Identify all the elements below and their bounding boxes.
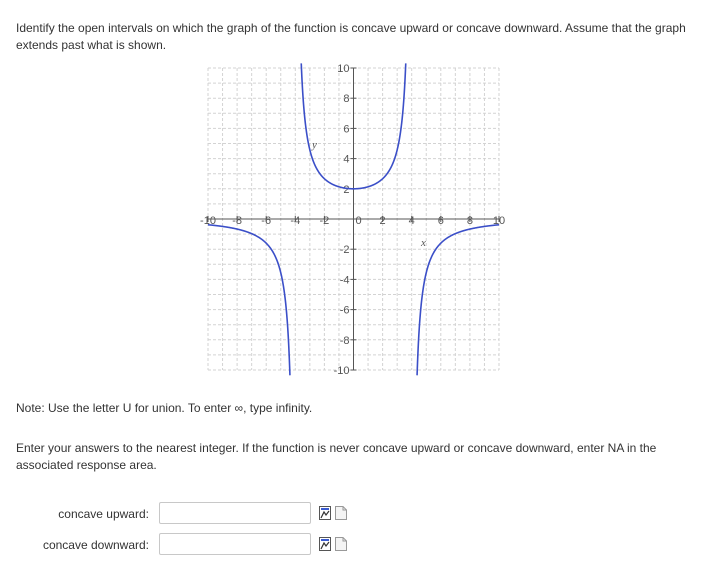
y-tick-label: -10 bbox=[333, 365, 350, 377]
y-tick-label: -8 bbox=[339, 334, 350, 347]
y-tick-label: 8 bbox=[343, 93, 350, 106]
concave-upward-input[interactable] bbox=[159, 502, 311, 524]
y-tick-label: -2 bbox=[339, 244, 350, 257]
x-tick-label: -4 bbox=[290, 215, 301, 227]
concave-upward-label: concave upward: bbox=[58, 507, 149, 521]
instructions-text: Enter your answers to the nearest integer. If the function is never concave upward or concave downward, enter NA in the associated response area. bbox=[16, 441, 657, 472]
notepad-icon[interactable] bbox=[335, 506, 347, 520]
x-tick-label: 6 bbox=[437, 215, 444, 227]
x-tick-label: 8 bbox=[466, 215, 473, 227]
function-curve bbox=[417, 225, 499, 376]
x-tick-label: -2 bbox=[319, 215, 330, 227]
sketch-toolbar-icon[interactable] bbox=[319, 537, 331, 551]
y-tick-label: -6 bbox=[339, 304, 350, 317]
y-tick-label: 4 bbox=[343, 153, 350, 166]
x-tick-label: -10 bbox=[200, 215, 216, 227]
y-axis-label: y bbox=[312, 139, 317, 151]
concave-downward-row bbox=[0, 533, 725, 559]
function-curve bbox=[208, 225, 290, 376]
sketch-toolbar-icon[interactable] bbox=[319, 506, 331, 520]
y-tick-label: 6 bbox=[343, 123, 350, 136]
note-text: Note: Use the letter U for union. To enter ∞, type infinity. bbox=[16, 401, 313, 415]
y-tick-label: -4 bbox=[339, 274, 350, 287]
x-tick-label: 2 bbox=[379, 215, 386, 227]
x-tick-label: -6 bbox=[261, 215, 272, 227]
concave-downward-input[interactable] bbox=[159, 533, 311, 555]
concave-upward-row bbox=[0, 502, 725, 528]
function-graph bbox=[195, 63, 515, 379]
y-tick-label: 10 bbox=[337, 63, 350, 75]
x-tick-label: 4 bbox=[408, 215, 415, 227]
y-tick-label: 2 bbox=[343, 183, 350, 196]
notepad-icon[interactable] bbox=[335, 537, 347, 551]
x-tick-label: 0 bbox=[355, 215, 362, 227]
x-axis-label: x bbox=[421, 237, 426, 249]
x-tick-label: 10 bbox=[492, 215, 506, 227]
concave-downward-label: concave downward: bbox=[42, 538, 149, 552]
x-tick-label: -8 bbox=[232, 215, 242, 227]
question-prompt: Identify the open intervals on which the graph of the function is concave upward or concave downward. Assume that the graph extends past what is shown. bbox=[16, 21, 686, 52]
